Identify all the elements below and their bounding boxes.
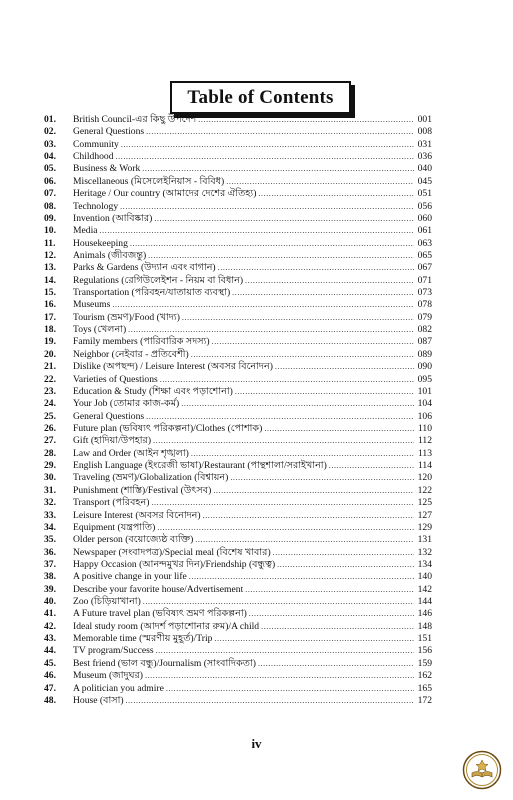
entry-page: 146	[417, 608, 432, 620]
toc-entry	[44, 596, 432, 608]
dot-leader	[249, 608, 414, 620]
entry-title: Dislike (অপছন্দ) / Leisure Interest (অবসর বিনোদন)	[73, 361, 273, 373]
dot-leader	[126, 695, 414, 707]
toc-entry	[44, 114, 432, 126]
toc-entry	[44, 275, 432, 287]
toc-entry	[44, 559, 432, 571]
dot-leader	[261, 621, 414, 633]
dot-leader	[258, 188, 414, 200]
toc-entry	[44, 374, 432, 386]
dot-leader	[232, 287, 414, 299]
dot-leader	[203, 510, 414, 522]
dot-leader	[142, 163, 414, 175]
entry-title: Ideal study room (আদর্শ পড়াশোনার রুম)/A child	[73, 620, 260, 632]
dot-leader	[166, 683, 414, 695]
entry-title: Toys (খেলনা)	[73, 324, 127, 336]
dot-leader	[182, 312, 414, 324]
entry-page: 172	[417, 694, 432, 706]
toc-entry	[44, 139, 432, 151]
entry-page: 056	[417, 200, 432, 212]
toc-entry	[44, 547, 432, 559]
entry-number: 12.	[44, 249, 56, 261]
entry-number: 23.	[44, 385, 56, 397]
entry-number: 25.	[44, 410, 56, 422]
entry-page: 129	[417, 521, 432, 533]
dot-leader	[128, 324, 414, 336]
toc-entry	[44, 176, 432, 188]
toc-entry	[44, 522, 432, 534]
entry-title: Happy Occasion (আনন্দমুখর দিন)/Friendship (বন্ধুত্ব)	[73, 558, 276, 570]
dot-leader	[160, 374, 414, 386]
entry-page: 127	[417, 509, 432, 521]
dot-leader	[258, 658, 414, 670]
dot-leader	[191, 448, 414, 460]
dot-leader	[146, 126, 414, 138]
toc-entry	[44, 163, 432, 175]
entry-title: Community	[73, 138, 119, 150]
toc-entry	[44, 151, 432, 163]
entry-title: Memorable time (স্মরণীয় মুহূর্ত)/Trip	[73, 633, 213, 645]
entry-page: 104	[417, 398, 432, 410]
entry-title: Museums	[73, 299, 111, 311]
dot-leader	[273, 547, 414, 559]
toc-entry	[44, 571, 432, 583]
toc-entry	[44, 126, 432, 138]
entry-page: 159	[417, 657, 432, 669]
entry-title: Varieties of Questions	[73, 373, 158, 385]
entry-page: 036	[417, 151, 432, 163]
dot-leader	[277, 559, 414, 571]
entry-number: 13.	[44, 262, 56, 274]
dot-leader	[245, 275, 414, 287]
entry-page: 045	[417, 175, 432, 187]
entry-number: 16.	[44, 299, 56, 311]
toc-entry	[44, 336, 432, 348]
dot-leader	[329, 460, 414, 472]
entry-number: 35.	[44, 534, 56, 546]
entry-number: 44.	[44, 645, 56, 657]
entry-title: Miscellaneous (মিসেলেইনিয়াস - বিবিধ)	[73, 175, 225, 187]
publisher-logo-icon	[462, 750, 502, 790]
entry-title: British Council-এর কিছু উপদেশ	[73, 114, 197, 125]
entry-number: 20.	[44, 348, 56, 360]
toc-entry	[44, 398, 432, 410]
entry-title: Leisure Interest (অবসর বিনোদন)	[73, 509, 201, 521]
toc-entry	[44, 584, 432, 596]
toc-entry	[44, 510, 432, 522]
entry-title: Future plan (ভবিষ্যৎ পরিকল্পনা)/Clothes (পোশাক)	[73, 422, 263, 434]
entry-page: 125	[417, 497, 432, 509]
entry-title: Childhood	[73, 151, 114, 163]
entry-page: 065	[417, 249, 432, 261]
entry-title: Newspaper (সংবাদপত্র)/Special meal (বিশেষ খাবার)	[73, 546, 271, 558]
entry-title: General Questions	[73, 126, 145, 138]
entry-page: 040	[417, 163, 432, 175]
toc-entry	[44, 262, 432, 274]
entry-number: 07.	[44, 188, 56, 200]
entry-title: Your Job (তোমার কাজ-কর্ম)	[73, 398, 180, 410]
entry-title: Describe your favorite house/Advertisement	[73, 583, 244, 595]
entry-page: 134	[417, 558, 432, 570]
entry-page: 122	[417, 484, 432, 496]
entry-number: 17.	[44, 311, 56, 323]
entry-title: Business & Work	[73, 163, 141, 175]
entry-number: 03.	[44, 138, 56, 150]
entry-title: A politician you admire	[73, 682, 164, 694]
entry-title: Punishment (শাস্তি)/Festival (উৎসব)	[73, 484, 212, 496]
dot-leader	[130, 238, 414, 250]
toc-entry	[44, 349, 432, 361]
entry-title: Tourism (ভ্রমণ)/Food (খাদ্য)	[73, 311, 180, 323]
toc-entry	[44, 238, 432, 250]
entry-page: 071	[417, 274, 432, 286]
entry-page: 120	[417, 472, 432, 484]
toc-entry	[44, 411, 432, 423]
toc-entry	[44, 658, 432, 670]
entry-number: 06.	[44, 175, 56, 187]
entry-number: 11.	[44, 237, 56, 249]
entry-number: 36.	[44, 546, 56, 558]
toc-list	[44, 114, 432, 707]
entry-title: Family members (পারিবারিক সদস্য)	[73, 336, 210, 348]
entry-title: Transportation (পরিবহন/যাতায়াত ব্যবস্থা)	[73, 287, 231, 299]
dot-leader	[151, 497, 414, 509]
entry-number: 08.	[44, 200, 56, 212]
entry-number: 15.	[44, 287, 56, 299]
entry-number: 34.	[44, 521, 56, 533]
entry-page: 165	[417, 682, 432, 694]
entry-number: 31.	[44, 484, 56, 496]
entry-page: 162	[417, 670, 432, 682]
entry-title: Heritage / Our country (আমাদের দেশের ঐতিহ্য)	[73, 188, 257, 200]
entry-page: 001	[417, 114, 432, 125]
entry-number: 32.	[44, 497, 56, 509]
entry-number: 04.	[44, 151, 56, 163]
entry-number: 39.	[44, 583, 56, 595]
toc-entry	[44, 472, 432, 484]
entry-page: 060	[417, 212, 432, 224]
dot-leader	[189, 571, 414, 583]
dot-leader	[145, 670, 414, 682]
entry-number: 18.	[44, 324, 56, 336]
entry-page: 131	[417, 534, 432, 546]
dot-leader	[100, 225, 414, 237]
entry-title: English Language (ইংরেজী ভাষা)/Restaurant (পান্থশালা/সরাইখানা)	[73, 460, 327, 472]
entry-page: 031	[417, 138, 432, 150]
entry-page: 008	[417, 126, 432, 138]
dot-leader	[214, 633, 414, 645]
dot-leader	[245, 584, 414, 596]
entry-title: Animals (জীবজন্তু)	[73, 249, 147, 261]
entry-page: 082	[417, 324, 432, 336]
dot-leader	[264, 423, 414, 435]
entry-number: 46.	[44, 670, 56, 682]
entry-number: 45.	[44, 657, 56, 669]
entry-title: Neighbor (নেইবার - প্রতিবেশী)	[73, 348, 189, 360]
entry-number: 33.	[44, 509, 56, 521]
toc-entry	[44, 201, 432, 213]
entry-number: 24.	[44, 398, 56, 410]
entry-number: 22.	[44, 373, 56, 385]
entry-number: 21.	[44, 361, 56, 373]
entry-page: 148	[417, 620, 432, 632]
toc-entry	[44, 250, 432, 262]
dot-leader	[212, 336, 414, 348]
dot-leader	[153, 435, 414, 447]
toc-entry	[44, 287, 432, 299]
toc-entry	[44, 645, 432, 657]
entry-title: Education & Study (শিক্ষা এবং পড়াশোনা)	[73, 385, 233, 397]
entry-title: Older person (বয়োজ্যেষ্ঠ ব্যক্তি)	[73, 534, 194, 546]
entry-title: A Future travel plan (ভবিষ্যৎ ভ্রমণ পরিকল্পনা)	[73, 608, 247, 620]
entry-page: 156	[417, 645, 432, 657]
entry-number: 41.	[44, 608, 56, 620]
dot-leader	[112, 299, 414, 311]
toc-entry	[44, 695, 432, 707]
entry-page: 112	[417, 435, 432, 447]
toc-entry	[44, 683, 432, 695]
entry-number: 40.	[44, 596, 56, 608]
dot-leader	[143, 596, 414, 608]
toc-entry	[44, 299, 432, 311]
toc-entry	[44, 448, 432, 460]
dot-leader	[156, 645, 414, 657]
entry-page: 089	[417, 348, 432, 360]
entry-title: TV program/Success	[73, 645, 154, 657]
toc-entry	[44, 670, 432, 682]
entry-page: 151	[417, 633, 432, 645]
entry-title: Housekeeping	[73, 237, 128, 249]
toc-entry	[44, 460, 432, 472]
entry-page: 142	[417, 583, 432, 595]
entry-page: 110	[417, 422, 432, 434]
dot-leader	[235, 386, 414, 398]
entry-page: 061	[417, 225, 432, 237]
toc-entry	[44, 497, 432, 509]
entry-title: General Questions	[73, 410, 145, 422]
entry-number: 48.	[44, 694, 56, 706]
dot-leader	[213, 485, 414, 497]
entry-title: Traveling (ভ্রমণ)/Globalization (বিশ্বায়ন)	[73, 472, 229, 484]
toc-entry	[44, 608, 432, 620]
entry-number: 02.	[44, 126, 56, 138]
entry-page: 140	[417, 571, 432, 583]
toc-entry	[44, 386, 432, 398]
entry-title: House (বাসা)	[73, 694, 124, 706]
entry-title: Museum (জাদুঘর)	[73, 670, 143, 682]
dot-leader	[148, 250, 414, 262]
toc-entry	[44, 423, 432, 435]
dot-leader	[116, 151, 414, 163]
entry-page: 073	[417, 287, 432, 299]
entry-page: 144	[417, 596, 432, 608]
toc-entry	[44, 621, 432, 633]
entry-number: 19.	[44, 336, 56, 348]
entry-page: 114	[417, 460, 432, 472]
entry-page: 067	[417, 262, 432, 274]
entry-page: 113	[417, 447, 432, 459]
entry-number: 37.	[44, 558, 56, 570]
entry-title: Transport (পরিবহন)	[73, 497, 150, 509]
page-number: iv	[251, 736, 262, 751]
entry-page: 051	[417, 188, 432, 200]
toc-entry	[44, 213, 432, 225]
dot-leader	[230, 472, 414, 484]
entry-number: 42.	[44, 620, 56, 632]
entry-page: 101	[417, 385, 432, 397]
entry-number: 28.	[44, 447, 56, 459]
toc-entry	[44, 312, 432, 324]
entry-page: 078	[417, 299, 432, 311]
dot-leader	[181, 398, 414, 410]
dot-leader	[121, 139, 414, 151]
toc-entry	[44, 324, 432, 336]
entry-number: 09.	[44, 212, 56, 224]
toc-entry	[44, 534, 432, 546]
entry-number: 05.	[44, 163, 56, 175]
entry-page: 132	[417, 546, 432, 558]
entry-number: 30.	[44, 472, 56, 484]
entry-page: 090	[417, 361, 432, 373]
entry-number: 10.	[44, 225, 56, 237]
entry-title: Media	[73, 225, 98, 237]
entry-title: Gift (হাদিয়া/উপহার)	[73, 435, 152, 447]
entry-page: 079	[417, 311, 432, 323]
dot-leader	[146, 411, 414, 423]
entry-page: 095	[417, 373, 432, 385]
toc-entry	[44, 633, 432, 645]
entry-title: A positive change in your life	[73, 571, 187, 583]
entry-number: 43.	[44, 633, 56, 645]
entry-page: 087	[417, 336, 432, 348]
dot-leader	[120, 201, 414, 213]
entry-number: 47.	[44, 682, 56, 694]
entry-number: 27.	[44, 435, 56, 447]
toc-entry	[44, 485, 432, 497]
entry-number: 29.	[44, 460, 56, 472]
entry-number: 26.	[44, 422, 56, 434]
entry-title: Regulations (রেগিউলেইশন - নিয়ম বা বিধান)	[73, 274, 244, 286]
entry-number: 01.	[44, 114, 56, 125]
entry-title: Technology	[73, 200, 119, 212]
toc-entry	[44, 361, 432, 373]
toc-entry	[44, 225, 432, 237]
entry-title: Zoo (চিড়িয়াখানা)	[73, 596, 141, 608]
entry-page: 063	[417, 237, 432, 249]
dot-leader	[275, 361, 414, 373]
dot-leader	[195, 534, 414, 546]
entry-number: 38.	[44, 571, 56, 583]
dot-leader	[191, 349, 414, 361]
toc-entry	[44, 435, 432, 447]
dot-leader	[226, 176, 414, 188]
dot-leader	[154, 213, 414, 225]
entry-title: Law and Order (আইন শৃঙ্খলা)	[73, 447, 189, 459]
entry-title: Best friend (ভাল বন্ধু)/Journalism (সাংবাদিকতা)	[73, 657, 256, 669]
entry-page: 106	[417, 410, 432, 422]
dot-leader	[198, 114, 414, 126]
entry-title: Invention (আবিষ্কার)	[73, 212, 153, 224]
entry-number: 14.	[44, 274, 56, 286]
entry-title: Parks & Gardens (উদ্যান এবং বাগান)	[73, 262, 216, 274]
toc-entry	[44, 188, 432, 200]
dot-leader	[218, 262, 414, 274]
dot-leader	[157, 522, 414, 534]
toc-title: Table of Contents	[170, 81, 351, 114]
entry-title: Equipment (যন্ত্রপাতি)	[73, 521, 156, 533]
